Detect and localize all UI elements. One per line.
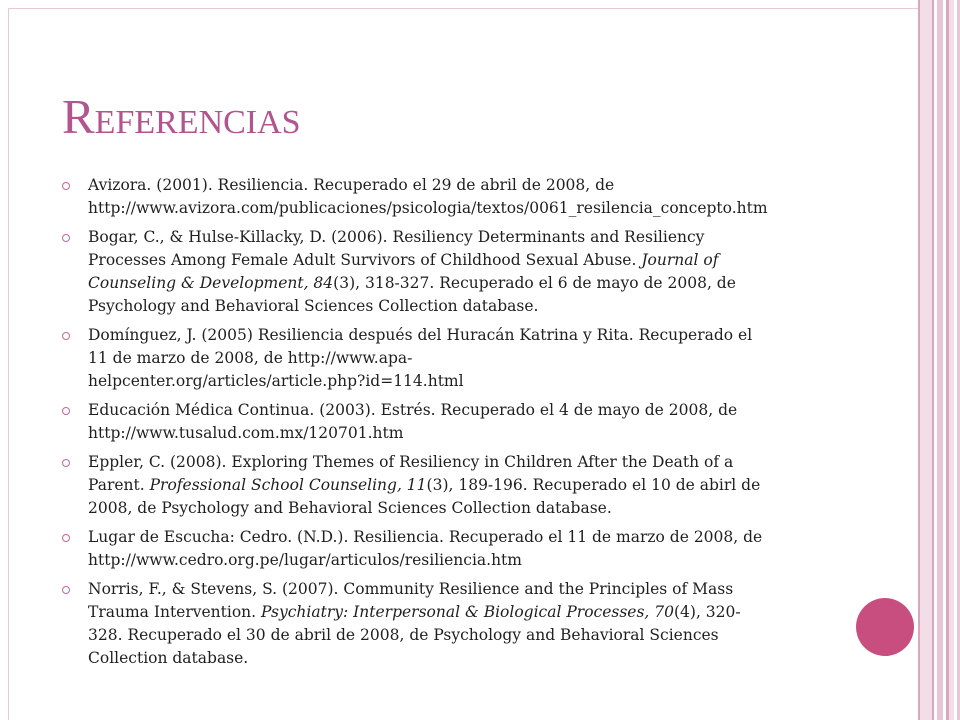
reference-line xyxy=(88,197,918,220)
reference-line xyxy=(88,249,918,272)
reference-line xyxy=(88,474,918,497)
slide-title: Referencias xyxy=(62,89,301,144)
bullet-icon xyxy=(62,459,70,467)
reference-line xyxy=(88,497,918,520)
reference-text: Lugar de Escucha: Cedro. (N.D.). Resiliencia. Recuperado el 11 de marzo de 2008, de xyxy=(88,528,763,546)
reference-italic-text: Journal of xyxy=(641,251,719,269)
bullet-icon xyxy=(62,586,70,594)
reference-list xyxy=(0,174,918,676)
reference-text: http://www.avizora.com/publicaciones/psicologia/textos/0061_resilencia_concepto.htm xyxy=(88,199,768,217)
reference-line xyxy=(88,370,918,393)
reference-line xyxy=(88,624,918,647)
reference-text: Collection database. xyxy=(88,649,249,667)
reference-text: Educación Médica Continua. (2003). Estrés. Recuperado el 4 de mayo de 2008, de xyxy=(88,401,738,419)
bullet-icon xyxy=(62,182,70,190)
reference-text: Parent. xyxy=(88,476,150,494)
reference-line xyxy=(88,451,918,474)
reference-item xyxy=(0,324,918,393)
reference-text: http://www.cedro.org.pe/lugar/articulos/resiliencia.htm xyxy=(88,551,522,569)
right-stripe-band xyxy=(918,0,960,720)
bullet-icon xyxy=(62,234,70,242)
reference-italic-text: Counseling & Development, 84 xyxy=(88,274,334,292)
reference-text: (3), 189-196. Recuperado el 10 de abirl de xyxy=(426,476,761,494)
reference-line xyxy=(88,347,918,370)
reference-text: 328. Recuperado el 30 de abril de 2008, de Psychology and Behavioral Sciences xyxy=(88,626,719,644)
reference-line xyxy=(88,526,918,549)
reference-line xyxy=(88,422,918,445)
reference-text: Domínguez, J. (2005) Resiliencia después del Huracán Katrina y Rita. Recuperado el xyxy=(88,326,753,344)
reference-text: helpcenter.org/articles/article.php?id=114.html xyxy=(88,372,464,390)
bullet-icon xyxy=(62,407,70,415)
reference-italic-text: Psychiatry: Interpersonal & Biological Processes, 70 xyxy=(261,603,674,621)
reference-item xyxy=(0,578,918,670)
reference-line xyxy=(88,549,918,572)
reference-text: http://www.tusalud.com.mx/120701.htm xyxy=(88,424,404,442)
reference-text: 2008, de Psychology and Behavioral Sciences Collection database. xyxy=(88,499,612,517)
reference-text: Avizora. (2001). Resiliencia. Recuperado el 29 de abril de 2008, de xyxy=(88,176,615,194)
reference-text: Bogar, C., & Hulse-Killacky, D. (2006). Resiliency Determinants and Resiliency xyxy=(88,228,705,246)
reference-line xyxy=(88,578,918,601)
reference-text: 11 de marzo de 2008, de http://www.apa- xyxy=(88,349,413,367)
reference-line xyxy=(88,295,918,318)
bullet-icon xyxy=(62,332,70,340)
reference-text: Trauma Intervention. xyxy=(88,603,262,621)
reference-item xyxy=(0,451,918,520)
reference-line xyxy=(88,174,918,197)
reference-line xyxy=(88,399,918,422)
reference-text: (4), 320- xyxy=(674,603,741,621)
reference-text: Psychology and Behavioral Sciences Collection database. xyxy=(88,297,539,315)
reference-item xyxy=(0,526,918,572)
reference-text: (3), 318-327. Recuperado el 6 de mayo de 2008, de xyxy=(333,274,736,292)
reference-text: Norris, F., & Stevens, S. (2007). Community Resilience and the Principles of Mass xyxy=(88,580,734,598)
reference-line xyxy=(88,226,918,249)
reference-italic-text: Professional School Counseling, 11 xyxy=(149,476,427,494)
reference-item xyxy=(0,226,918,318)
bullet-icon xyxy=(62,534,70,542)
reference-line xyxy=(88,647,918,670)
reference-line xyxy=(88,324,918,347)
reference-text: Eppler, C. (2008). Exploring Themes of Resiliency in Children After the Death of a xyxy=(88,453,734,471)
reference-line xyxy=(88,272,918,295)
reference-line xyxy=(88,601,918,624)
reference-item xyxy=(0,174,918,220)
reference-text: Processes Among Female Adult Survivors of Childhood Sexual Abuse. xyxy=(88,251,642,269)
reference-item xyxy=(0,399,918,445)
